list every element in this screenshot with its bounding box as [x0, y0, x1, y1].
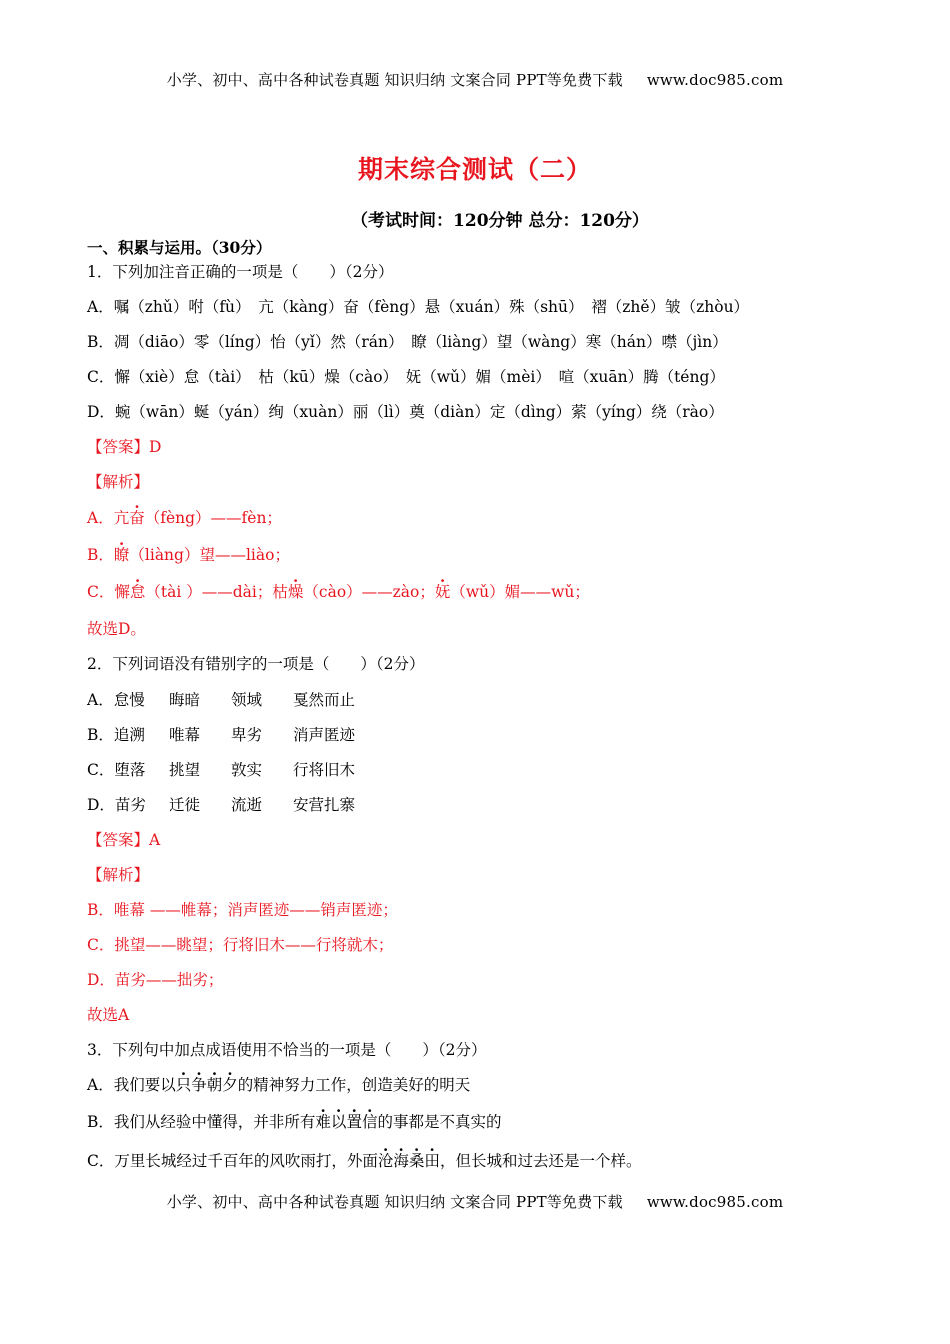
question-1-option-a: A．嘱（zhǔ）咐（fù） 亢（kàng）奋（fèng）悬（xuán）殊（shū） 褶（zhě）皱（zhòu）: [87, 298, 750, 316]
question-2-explanation-d: D．苗劣——拙劣；: [87, 971, 224, 989]
footer-text: 小学、初中、高中各种试卷真题 知识归纳 文案合同 PPT等免费下载: [166, 1193, 623, 1211]
question-2-option-a: A．怠慢 晦暗 领域 戛然而止: [87, 691, 356, 709]
emphasis-dot-char: 瞭: [113, 546, 130, 564]
page-header: [0, 69, 950, 90]
question-1-option-d: D．蜿（wān）蜒（yán）绚（xuàn）丽（lì）奠（diàn）定（dìng）萦（yíng）绕（rào）: [87, 403, 724, 421]
question-2-analysis-label: 【解析】: [87, 866, 150, 884]
question-2-option-d: D．苗劣 迁徙 流逝 安营扎寨: [87, 796, 356, 814]
question-3-option-b: B．我们从经验中懂得，并非所有难以置信的事都是不真实的: [87, 1113, 502, 1131]
question-2-explanation-c: C．挑望——眺望；行将旧木——行将就木；: [87, 936, 394, 954]
question-1-explanation-c: C．懈怠（tài ）——dài；枯燥（cào）——zào；妩（wǔ）媚——wǔ；: [87, 583, 590, 601]
page-title: 期末综合测试（二）: [357, 155, 592, 184]
emphasis-dot-char: 燥: [287, 583, 304, 601]
question-1-stem: 1．下列加注音正确的一项是（ ）（2分）: [87, 263, 394, 281]
header-site[interactable]: www.doc985.com: [646, 71, 784, 89]
emphasis-dot-char: 怠: [129, 583, 146, 601]
question-1-explanation-b: B．瞭（liàng）望——liào；: [87, 546, 290, 564]
question-2-option-c: C．堕落 挑望 敦实 行将旧木: [87, 761, 356, 779]
question-1-option-b: B．凋（diāo）零（líng）怡（yǐ）然（rán） 瞭（liàng）望（wàng）寒（hán）噤（jìn）: [87, 333, 728, 351]
footer-site[interactable]: www.doc985.com: [646, 1193, 784, 1211]
section-heading: 一、积累与运用。（30分）: [87, 238, 272, 257]
question-1-conclusion: 故选D。: [87, 620, 146, 638]
question-1-analysis-label: 【解析】: [87, 473, 150, 491]
question-1-option-c: C．懈（xiè）怠（tài） 枯（kū）燥（cào） 妩（wǔ）媚（mèi） 喧（xuān）腾（téng）: [87, 368, 725, 386]
emphasis-dot-char: 妩: [434, 583, 451, 601]
question-2-option-b: B．追溯 唯幕 卑劣 消声匿迹: [87, 726, 356, 744]
question-3-stem: 3．下列句中加点成语使用不恰当的一项是（ ）（2分）: [87, 1041, 487, 1059]
question-3-option-c: C．万里长城经过千百年的风吹雨打，外面沧海桑田，但长城和过去还是一个样。: [87, 1152, 642, 1170]
header-text: 小学、初中、高中各种试卷真题 知识归纳 文案合同 PPT等免费下载: [166, 71, 623, 89]
question-1-answer: 【答案】D: [87, 438, 162, 456]
page-footer: [0, 1191, 950, 1212]
question-1-explanation-a: A．亢奋（fèng）——fèn；: [87, 509, 282, 527]
question-2-stem: 2．下列词语没有错别字的一项是（ ）（2分）: [87, 655, 425, 673]
emphasis-dot-char: 奋: [129, 509, 145, 527]
question-3-option-a: A．我们要以只争朝夕的精神努力工作，创造美好的明天: [87, 1076, 471, 1094]
exam-info: （考试时间：120分钟 总分：120分）: [351, 211, 649, 231]
question-2-explanation-b: B．唯幕 ——帷幕；消声匿迹——销声匿迹；: [87, 901, 398, 919]
question-2-answer: 【答案】A: [87, 831, 161, 849]
question-2-conclusion: 故选A: [87, 1006, 130, 1024]
